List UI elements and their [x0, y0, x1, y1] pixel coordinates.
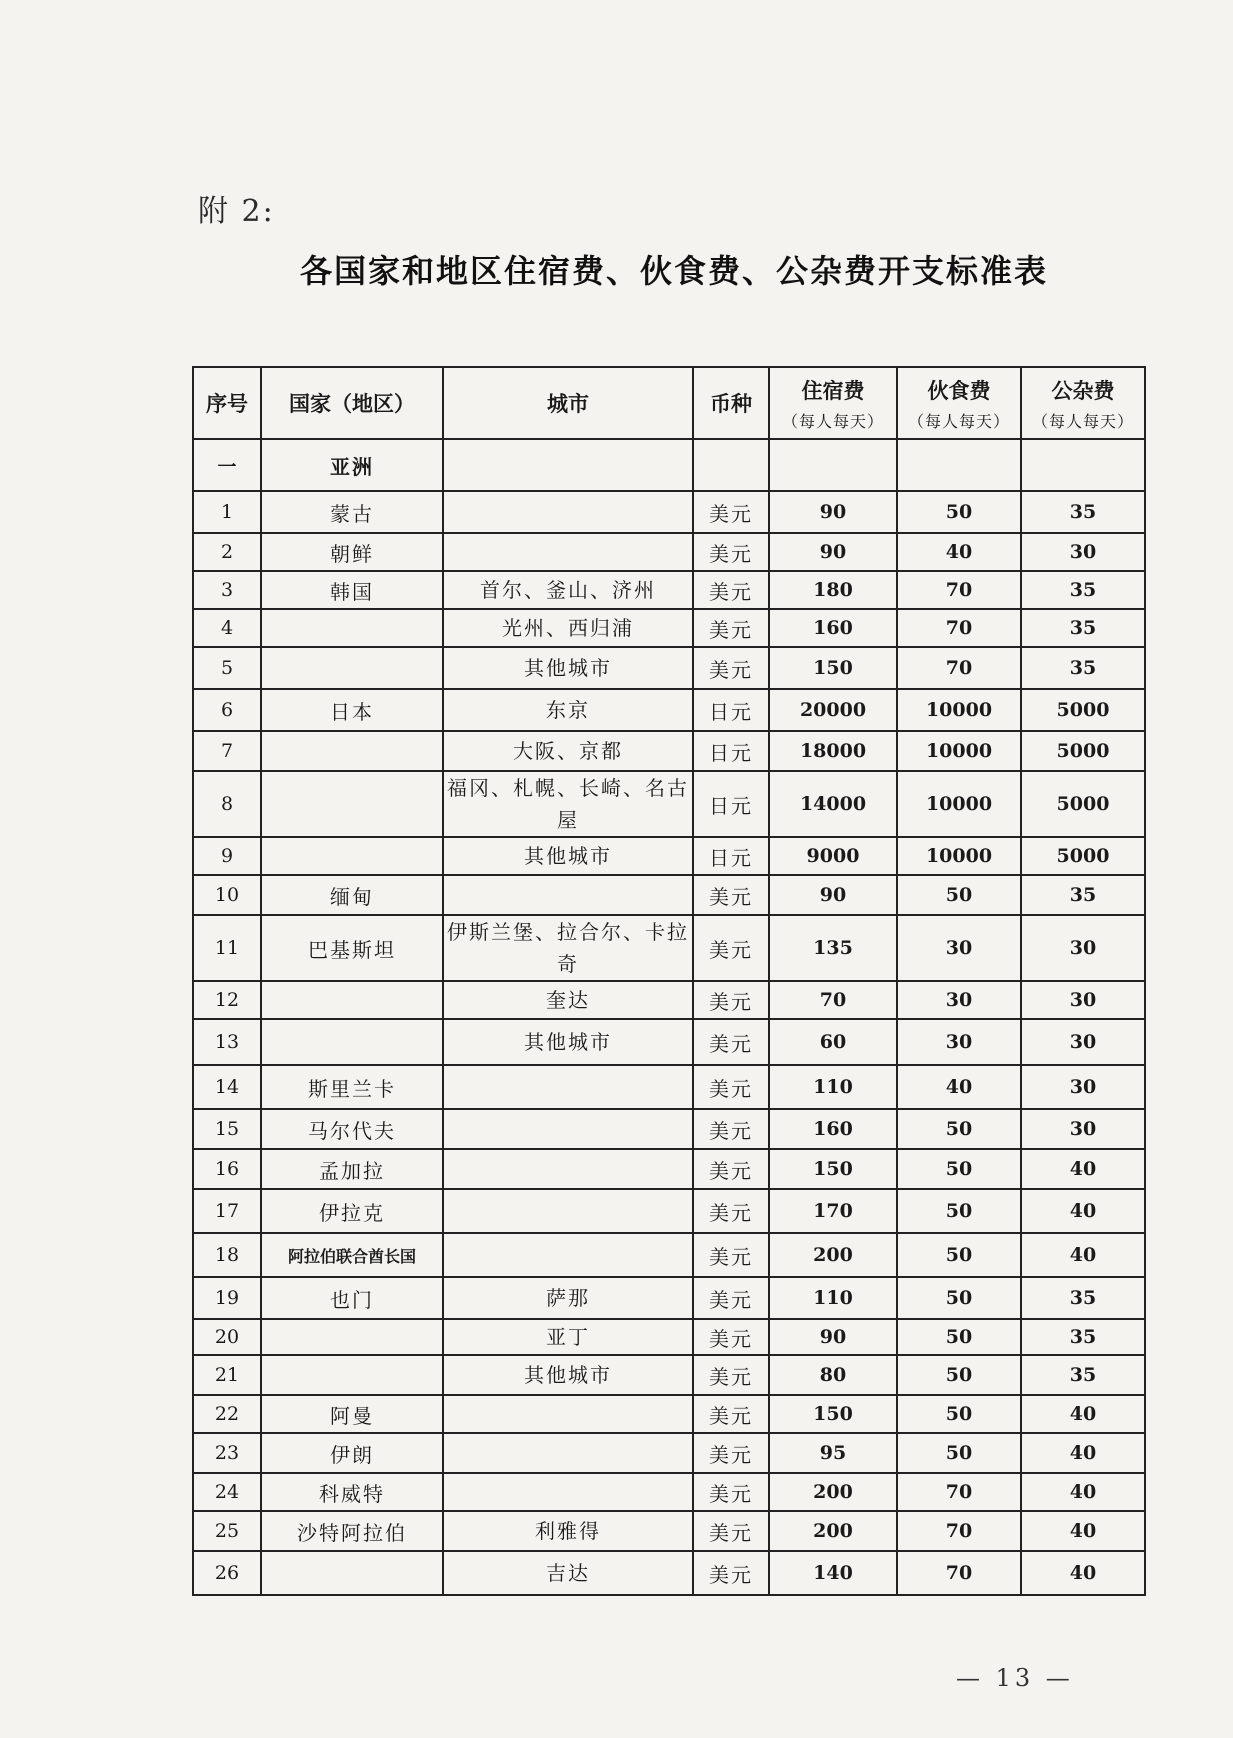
row-food: 40	[897, 533, 1021, 571]
row-country: 日本	[261, 689, 443, 731]
row-misc: 35	[1021, 609, 1145, 647]
row-food: 70	[897, 1473, 1021, 1511]
table-row	[193, 915, 1145, 981]
header-city: 城市	[443, 367, 693, 439]
row-country	[261, 837, 443, 875]
table-row	[193, 771, 1145, 837]
section-empty-cell	[693, 439, 769, 491]
row-currency: 美元	[693, 647, 769, 689]
row-country	[261, 1019, 443, 1065]
row-food: 50	[897, 1189, 1021, 1233]
row-currency: 美元	[693, 533, 769, 571]
row-lodging: 70	[769, 981, 897, 1019]
row-lodging: 150	[769, 1395, 897, 1433]
row-seq: 1	[193, 491, 261, 533]
row-seq: 10	[193, 875, 261, 915]
row-city	[443, 1189, 693, 1233]
row-lodging: 160	[769, 609, 897, 647]
table-row	[193, 981, 1145, 1019]
row-food: 30	[897, 915, 1021, 981]
row-seq: 26	[193, 1551, 261, 1595]
row-country	[261, 647, 443, 689]
row-lodging: 200	[769, 1473, 897, 1511]
row-city	[443, 1149, 693, 1189]
row-food: 30	[897, 1019, 1021, 1065]
row-currency: 日元	[693, 731, 769, 771]
row-currency: 美元	[693, 1233, 769, 1277]
row-seq: 13	[193, 1019, 261, 1065]
table-row	[193, 1233, 1145, 1277]
header-lodging	[769, 367, 897, 439]
row-misc: 35	[1021, 1355, 1145, 1395]
row-food: 50	[897, 1355, 1021, 1395]
table-row	[193, 1277, 1145, 1319]
row-city: 福冈、札幌、长崎、名古屋	[443, 771, 693, 837]
header-lodging-unit: （每人每天）	[781, 411, 884, 431]
row-food: 10000	[897, 837, 1021, 875]
row-city	[443, 1065, 693, 1109]
row-food: 70	[897, 609, 1021, 647]
row-lodging: 160	[769, 1109, 897, 1149]
row-city: 其他城市	[443, 647, 693, 689]
row-country	[261, 1319, 443, 1355]
table-row	[193, 875, 1145, 915]
row-lodging: 150	[769, 1149, 897, 1189]
row-misc: 35	[1021, 571, 1145, 609]
row-city	[443, 1233, 693, 1277]
row-misc: 30	[1021, 915, 1145, 981]
table-row	[193, 837, 1145, 875]
row-food: 50	[897, 491, 1021, 533]
section-name: 亚洲	[261, 439, 443, 491]
row-misc: 30	[1021, 1109, 1145, 1149]
row-country: 斯里兰卡	[261, 1065, 443, 1109]
section-empty-cell	[769, 439, 897, 491]
row-misc: 35	[1021, 1277, 1145, 1319]
row-lodging: 9000	[769, 837, 897, 875]
row-city: 光州、西归浦	[443, 609, 693, 647]
row-currency: 美元	[693, 1189, 769, 1233]
row-currency: 美元	[693, 1433, 769, 1473]
row-city	[443, 875, 693, 915]
row-lodging: 180	[769, 571, 897, 609]
row-misc: 35	[1021, 491, 1145, 533]
header-currency: 币种	[693, 367, 769, 439]
row-misc: 5000	[1021, 689, 1145, 731]
row-misc: 35	[1021, 647, 1145, 689]
row-lodging: 95	[769, 1433, 897, 1473]
row-country: 阿曼	[261, 1395, 443, 1433]
row-seq: 8	[193, 771, 261, 837]
header-misc-unit: （每人每天）	[1031, 411, 1134, 431]
row-currency: 日元	[693, 837, 769, 875]
row-currency: 美元	[693, 1473, 769, 1511]
row-food: 40	[897, 1065, 1021, 1109]
row-misc: 40	[1021, 1473, 1145, 1511]
row-misc: 40	[1021, 1395, 1145, 1433]
row-seq: 23	[193, 1433, 261, 1473]
row-seq: 19	[193, 1277, 261, 1319]
row-seq: 11	[193, 915, 261, 981]
row-city: 首尔、釜山、济州	[443, 571, 693, 609]
row-lodging: 170	[769, 1189, 897, 1233]
row-misc: 40	[1021, 1189, 1145, 1233]
row-country: 孟加拉	[261, 1149, 443, 1189]
row-currency: 美元	[693, 1511, 769, 1551]
row-city: 其他城市	[443, 837, 693, 875]
row-currency: 美元	[693, 875, 769, 915]
row-country	[261, 981, 443, 1019]
table-row	[193, 1319, 1145, 1355]
row-city	[443, 533, 693, 571]
row-misc: 30	[1021, 1019, 1145, 1065]
row-city: 吉达	[443, 1551, 693, 1595]
row-country: 蒙古	[261, 491, 443, 533]
table-row	[193, 1473, 1145, 1511]
page-number: — 13 —	[956, 1664, 1074, 1692]
row-food: 50	[897, 1109, 1021, 1149]
row-currency: 美元	[693, 571, 769, 609]
row-lodging: 110	[769, 1277, 897, 1319]
table-row	[193, 689, 1145, 731]
row-food: 70	[897, 571, 1021, 609]
section-empty-cell	[1021, 439, 1145, 491]
row-lodging: 18000	[769, 731, 897, 771]
table-row	[193, 647, 1145, 689]
row-seq: 24	[193, 1473, 261, 1511]
row-food: 50	[897, 875, 1021, 915]
row-lodging: 60	[769, 1019, 897, 1065]
section-empty-cell	[443, 439, 693, 491]
row-lodging: 14000	[769, 771, 897, 837]
row-seq: 6	[193, 689, 261, 731]
row-country: 缅甸	[261, 875, 443, 915]
table-row	[193, 491, 1145, 533]
row-currency: 美元	[693, 915, 769, 981]
header-misc	[1021, 367, 1145, 439]
row-city	[443, 1395, 693, 1433]
row-country: 科威特	[261, 1473, 443, 1511]
row-country: 伊朗	[261, 1433, 443, 1473]
row-city: 利雅得	[443, 1511, 693, 1551]
row-currency: 美元	[693, 1277, 769, 1319]
row-lodging: 200	[769, 1511, 897, 1551]
row-country	[261, 731, 443, 771]
row-seq: 20	[193, 1319, 261, 1355]
row-misc: 30	[1021, 533, 1145, 571]
table-row	[193, 533, 1145, 571]
row-country: 朝鲜	[261, 533, 443, 571]
row-seq: 22	[193, 1395, 261, 1433]
table-row	[193, 571, 1145, 609]
row-food: 10000	[897, 731, 1021, 771]
row-food: 50	[897, 1433, 1021, 1473]
row-lodging: 110	[769, 1065, 897, 1109]
table-row	[193, 1149, 1145, 1189]
row-lodging: 150	[769, 647, 897, 689]
row-seq: 12	[193, 981, 261, 1019]
row-food: 50	[897, 1233, 1021, 1277]
row-currency: 美元	[693, 1019, 769, 1065]
header-misc-label: 公杂费	[1051, 377, 1115, 403]
row-currency: 美元	[693, 1355, 769, 1395]
row-misc: 40	[1021, 1433, 1145, 1473]
row-misc: 30	[1021, 1065, 1145, 1109]
row-lodging: 90	[769, 1319, 897, 1355]
row-city: 其他城市	[443, 1019, 693, 1065]
row-city	[443, 1433, 693, 1473]
row-food: 50	[897, 1277, 1021, 1319]
row-country: 马尔代夫	[261, 1109, 443, 1149]
row-country	[261, 771, 443, 837]
row-seq: 15	[193, 1109, 261, 1149]
row-city: 萨那	[443, 1277, 693, 1319]
row-lodging: 90	[769, 491, 897, 533]
table-row	[193, 1551, 1145, 1595]
row-misc: 40	[1021, 1511, 1145, 1551]
header-row	[193, 367, 1145, 439]
header-food	[897, 367, 1021, 439]
table-row	[193, 1019, 1145, 1065]
row-currency: 日元	[693, 771, 769, 837]
row-currency: 美元	[693, 1149, 769, 1189]
row-lodging: 200	[769, 1233, 897, 1277]
table-row	[193, 1511, 1145, 1551]
row-country	[261, 1355, 443, 1395]
row-food: 50	[897, 1319, 1021, 1355]
row-misc: 40	[1021, 1233, 1145, 1277]
row-seq: 4	[193, 609, 261, 647]
row-city: 大阪、京都	[443, 731, 693, 771]
row-food: 70	[897, 1551, 1021, 1595]
row-seq: 9	[193, 837, 261, 875]
row-city: 亚丁	[443, 1319, 693, 1355]
table-row	[193, 1433, 1145, 1473]
row-lodging: 90	[769, 875, 897, 915]
table-row	[193, 1395, 1145, 1433]
document-title: 各国家和地区住宿费、伙食费、公杂费开支标准表	[300, 252, 1049, 290]
row-country: 韩国	[261, 571, 443, 609]
row-country	[261, 609, 443, 647]
row-currency: 美元	[693, 491, 769, 533]
row-country	[261, 1551, 443, 1595]
row-city	[443, 491, 693, 533]
row-currency: 日元	[693, 689, 769, 731]
row-seq: 14	[193, 1065, 261, 1109]
row-seq: 7	[193, 731, 261, 771]
row-seq: 16	[193, 1149, 261, 1189]
header-seq: 序号	[193, 367, 261, 439]
row-food: 70	[897, 1511, 1021, 1551]
row-seq: 17	[193, 1189, 261, 1233]
table-row	[193, 609, 1145, 647]
row-lodging: 135	[769, 915, 897, 981]
row-city: 东京	[443, 689, 693, 731]
row-country: 巴基斯坦	[261, 915, 443, 981]
header-lodging-label: 住宿费	[801, 377, 865, 403]
table-row	[193, 1109, 1145, 1149]
header-food-unit: （每人每天）	[907, 411, 1010, 431]
row-food: 70	[897, 647, 1021, 689]
row-misc: 5000	[1021, 837, 1145, 875]
expense-standards-table	[192, 366, 1146, 1596]
row-misc: 40	[1021, 1551, 1145, 1595]
header-country: 国家（地区）	[261, 367, 443, 439]
row-country: 阿拉伯联合酋长国	[261, 1233, 443, 1277]
row-city	[443, 1473, 693, 1511]
section-row-asia	[193, 439, 1145, 491]
row-country: 也门	[261, 1277, 443, 1319]
row-seq: 2	[193, 533, 261, 571]
row-seq: 21	[193, 1355, 261, 1395]
row-misc: 35	[1021, 1319, 1145, 1355]
row-currency: 美元	[693, 1395, 769, 1433]
row-food: 10000	[897, 771, 1021, 837]
table-row	[193, 731, 1145, 771]
row-food: 30	[897, 981, 1021, 1019]
row-currency: 美元	[693, 609, 769, 647]
row-seq: 5	[193, 647, 261, 689]
table-row	[193, 1065, 1145, 1109]
row-currency: 美元	[693, 1109, 769, 1149]
row-country: 沙特阿拉伯	[261, 1511, 443, 1551]
row-city: 其他城市	[443, 1355, 693, 1395]
row-seq: 3	[193, 571, 261, 609]
row-lodging: 80	[769, 1355, 897, 1395]
row-misc: 30	[1021, 981, 1145, 1019]
row-city: 伊斯兰堡、拉合尔、卡拉奇	[443, 915, 693, 981]
row-currency: 美元	[693, 981, 769, 1019]
row-seq: 25	[193, 1511, 261, 1551]
table-row	[193, 1355, 1145, 1395]
row-lodging: 20000	[769, 689, 897, 731]
row-country: 伊拉克	[261, 1189, 443, 1233]
row-misc: 35	[1021, 875, 1145, 915]
row-lodging: 140	[769, 1551, 897, 1595]
row-seq: 18	[193, 1233, 261, 1277]
row-city	[443, 1109, 693, 1149]
row-food: 50	[897, 1149, 1021, 1189]
row-currency: 美元	[693, 1319, 769, 1355]
row-misc: 5000	[1021, 771, 1145, 837]
row-misc: 40	[1021, 1149, 1145, 1189]
section-empty-cell	[897, 439, 1021, 491]
row-currency: 美元	[693, 1065, 769, 1109]
row-misc: 5000	[1021, 731, 1145, 771]
row-food: 50	[897, 1395, 1021, 1433]
table-row	[193, 1189, 1145, 1233]
header-food-label: 伙食费	[927, 377, 991, 403]
row-food: 10000	[897, 689, 1021, 731]
row-lodging: 90	[769, 533, 897, 571]
row-currency: 美元	[693, 1551, 769, 1595]
attachment-label: 附 2:	[198, 194, 275, 229]
row-city: 奎达	[443, 981, 693, 1019]
section-seq: 一	[193, 439, 261, 491]
